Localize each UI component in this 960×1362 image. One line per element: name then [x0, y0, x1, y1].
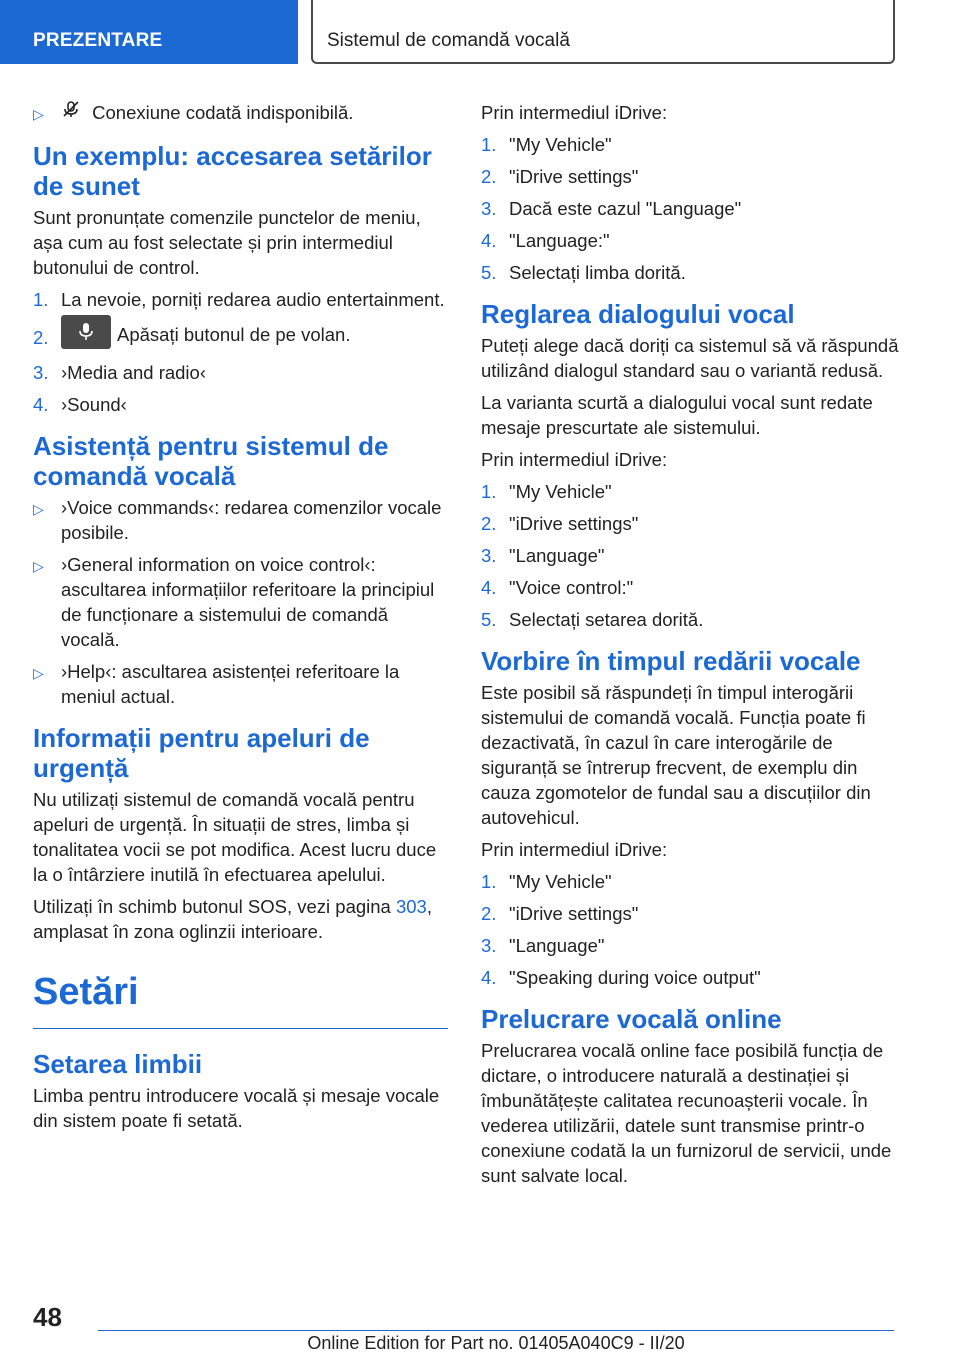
heading-dialog: Reglarea dialogului vocal	[481, 299, 795, 329]
list-item: ▷ ›Voice commands‹: redarea comenzilor vocale posibile.	[33, 497, 442, 544]
triangle-right-icon: ▷	[33, 106, 44, 122]
list-item: 2. "iDrive settings"	[481, 903, 639, 924]
list-item: 2. "iDrive settings"	[481, 166, 639, 187]
speaking-steps-list	[481, 869, 899, 990]
list-item: 3. ›Media and radio‹	[33, 362, 206, 384]
list-item: ▷ ›General information on voice control‹: ascultarea informațiilor referitoare la principiul de funcționare a sistemului de comandă vocală.	[33, 554, 435, 651]
heading-settings: Setări	[33, 971, 139, 1014]
steering-voice-button-image	[61, 315, 111, 349]
list-item: 3. Dacă este cazul "Language"	[481, 198, 742, 219]
paragraph-example: Sunt pronunțate comenzile punctelor de meniu, așa cum au fost selectate și prin intermediul butonului de control.	[33, 207, 421, 279]
section-divider	[33, 1028, 448, 1029]
list-item: 4. "Voice control:"	[481, 577, 634, 598]
list-item: 3. "Language"	[481, 545, 605, 566]
via-idrive-label: Prin intermediul iDrive:	[481, 102, 668, 123]
language-steps-list	[481, 132, 899, 285]
list-item: 5. Selectați setarea dorită.	[481, 609, 704, 630]
example-steps-list	[33, 287, 448, 417]
via-idrive-label: Prin intermediul iDrive:	[481, 839, 668, 860]
list-item: 3. "Language"	[481, 935, 605, 956]
paragraph-dialog-1: Puteți alege dacă doriți ca sistemul să vă răspundă utilizând dialogul standard sau o variantă redusă.	[481, 335, 899, 381]
paragraph-dialog-2: La varianta scurtă a dialogului vocal sunt redate mesaje prescurtate ale sistemului.	[481, 392, 873, 438]
page-link[interactable]: 303	[395, 896, 427, 918]
paragraph-online: Prelucrarea vocală online face posibilă funcția de dictare, o introducere naturală a destinației și îmbunătățește calitatea recunoașterii vocale. În vederea utilizării, datele sunt transmise printr-o conexiune codată la un furnizorul de servicii, unde sunt salvate local.	[481, 1040, 892, 1186]
header-section-tab	[0, 0, 298, 64]
right-column	[481, 100, 899, 1195]
header-section-label: PREZENTARE	[33, 30, 163, 51]
assist-list	[33, 495, 448, 709]
triangle-right-icon: ▷	[33, 501, 44, 518]
heading-speaking: Vorbire în timpul redării vocale	[481, 646, 861, 676]
heading-language: Setarea limbii	[33, 1049, 203, 1080]
list-item: 4. "Speaking during voice output"	[481, 967, 761, 988]
paragraph-language: Limba pentru introducere vocală și mesaje vocale din sistem poate fi setată.	[33, 1085, 440, 1132]
list-item: 2. "iDrive settings"	[481, 513, 639, 534]
crossed-microphone-icon	[61, 99, 81, 125]
header-topic-label: Sistemul de comandă vocală	[327, 30, 570, 51]
page-number: 48	[33, 1302, 62, 1332]
list-item: 2. Apăsați butonul de pe volan.	[33, 319, 448, 353]
list-item: 5. Selectați limba dorită.	[481, 262, 686, 283]
footer-edition: Online Edition for Part no. 01405A040C9 - II/20	[307, 1333, 685, 1353]
dialog-steps-list	[481, 479, 899, 632]
list-item: ▷ ›Help‹: ascultarea asistenței referitoare la meniul actual.	[33, 661, 400, 708]
paragraph-emergency: Nu utilizați sistemul de comandă vocală pentru apeluri de urgență. În situații de stres, limba și tonalitatea vocii se pot modifica. Acest lucru duce la o întârziere inutilă în efectuarea apelului.	[33, 789, 437, 886]
heading-assist: Asistență pentru sistemul de comandă vocală	[33, 431, 389, 492]
left-column	[33, 100, 448, 1140]
list-item: 1. "My Vehicle"	[481, 134, 612, 155]
status-item	[33, 100, 448, 127]
list-item: 4. "Language:"	[481, 230, 610, 251]
paragraph-sos: Utilizați în schimb butonul SOS, vezi pagina 303, amplasat în zona oglinzii interioare.	[33, 896, 432, 943]
triangle-right-icon: ▷	[33, 558, 44, 575]
list-item: 1. "My Vehicle"	[481, 871, 612, 892]
footer-divider	[98, 1330, 894, 1331]
heading-online: Prelucrare vocală online	[481, 1004, 782, 1034]
via-idrive-label: Prin intermediul iDrive:	[481, 449, 668, 470]
microphone-icon	[78, 322, 94, 342]
status-item-text: Conexiune codată indisponibilă.	[92, 102, 354, 123]
header-topic-tab	[311, 0, 895, 64]
paragraph-speaking: Este posibil să răspundeți în timpul interogării sistemului de comandă vocală. Funcția poate fi dezactivată, în cazul în care interogările de siguranță se întrerup frecvent, de exemplu din cauza zgomotelor de fundal sau a discuțiilor din autovehicul.	[481, 682, 871, 828]
list-item: 1. "My Vehicle"	[481, 481, 612, 502]
list-item: 4. ›Sound‹	[33, 394, 127, 416]
triangle-right-icon: ▷	[33, 665, 44, 682]
list-item: 1. La nevoie, porniți redarea audio entertainment.	[33, 289, 445, 311]
heading-example: Un exemplu: accesarea setărilor de sunet	[33, 141, 432, 202]
heading-emergency: Informații pentru apeluri de urgență	[33, 723, 370, 784]
